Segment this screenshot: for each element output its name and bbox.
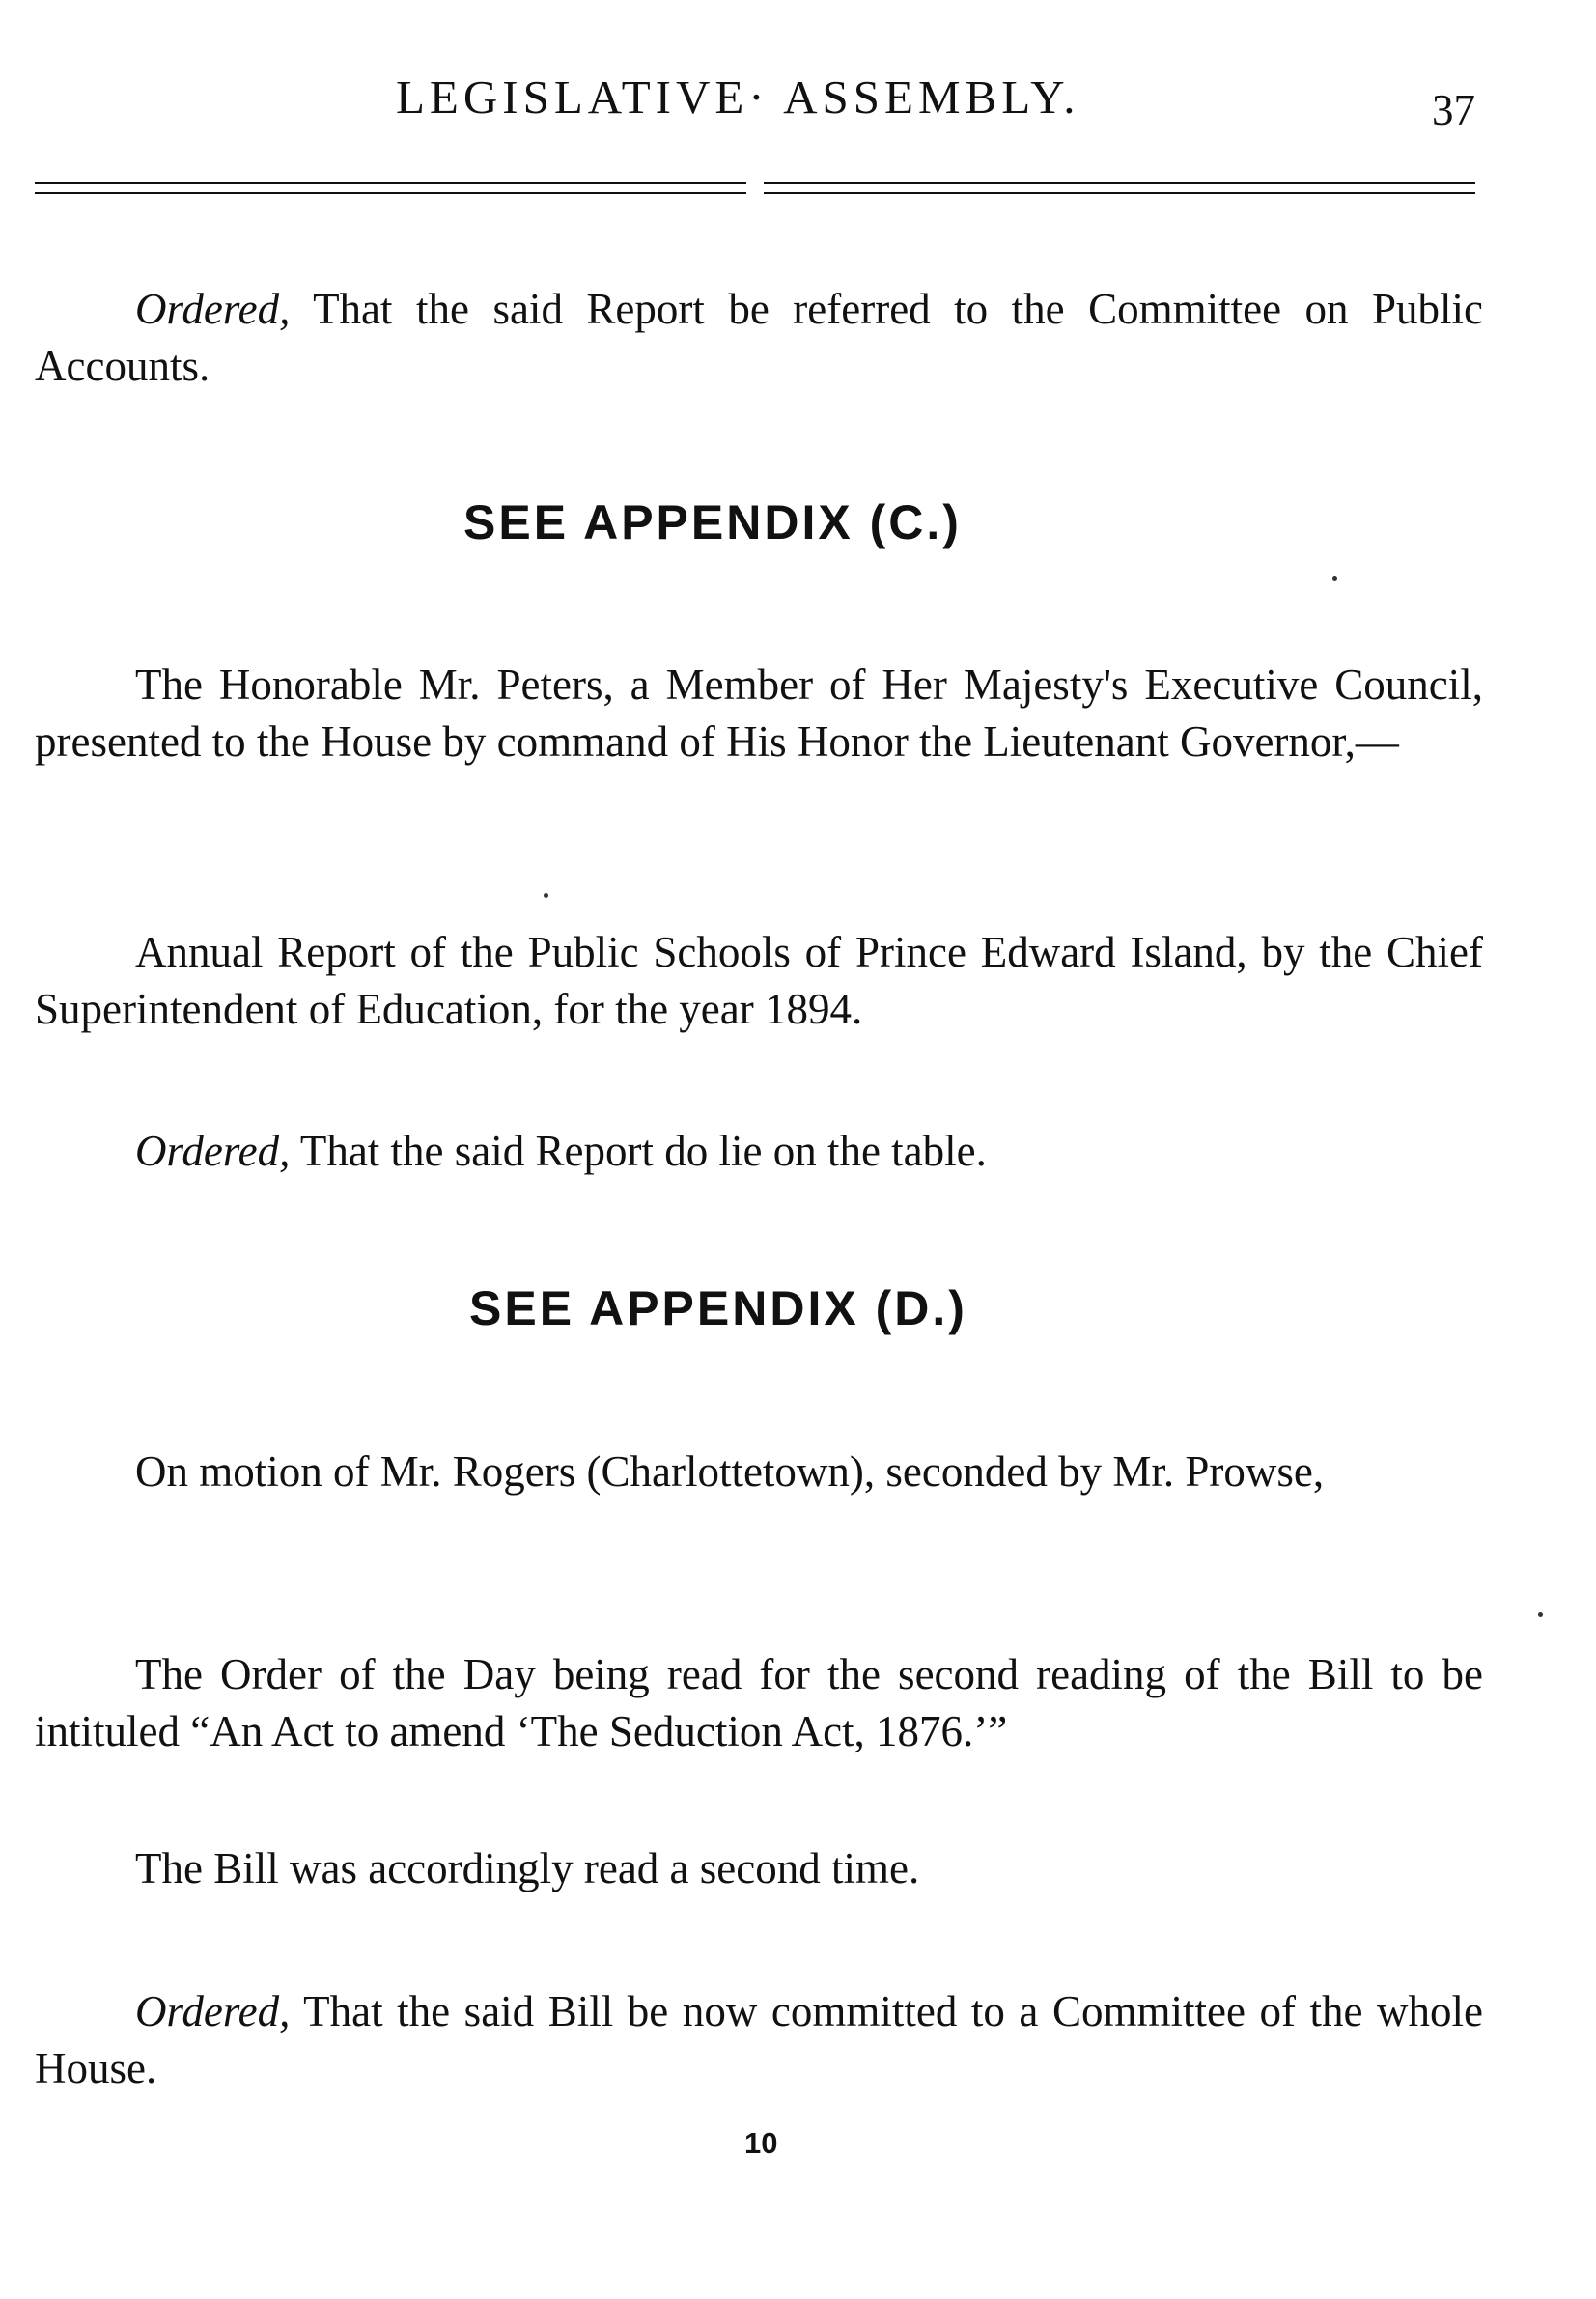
appendix-d-heading: SEE APPENDIX (D.) <box>469 1281 967 1335</box>
report-table-paragraph <box>35 1123 1483 1180</box>
appendix-c-heading: SEE APPENDIX (C.) <box>463 495 962 549</box>
second-reading-paragraph: The Bill was accordingly read a second time. <box>135 1844 920 1892</box>
schools-report-paragraph: Annual Report of the Public Schools of Prince Edward Island, by the Chief Superintendent of Education, for the year 1894. <box>35 928 1483 1033</box>
ordered-label: Ordered, <box>135 1987 291 2035</box>
motion-paragraph: On motion of Mr. Rogers (Charlottetown), seconded by Mr. Prowse, <box>135 1447 1325 1496</box>
page-number: 37 <box>1432 86 1475 134</box>
report-referral-paragraph <box>35 281 1483 395</box>
ordered-label: Ordered, <box>135 285 291 333</box>
page-header-title: LEGISLATIVE· ASSEMBLY. <box>396 70 1080 124</box>
order-of-day-paragraph: The Order of the Day being read for the second reading of the Bill to be intituled “An Act to amend ‘The Seduction Act, 1876.’” <box>35 1650 1483 1755</box>
signature-mark: 10 <box>744 2126 778 2160</box>
ink-speck <box>1538 1612 1543 1617</box>
peters-presentation-paragraph: The Honorable Mr. Peters, a Member of Her Majesty's Executive Council, presented to the House by command of His Honor the Lieutenant Governor,— <box>35 660 1483 766</box>
header-rule-break <box>746 178 764 199</box>
ordered-label: Ordered, <box>135 1127 291 1175</box>
committee-paragraph <box>35 1983 1483 2097</box>
report-referral-text: That the said Report be referred to the Committee on Public Accounts. <box>35 285 1483 390</box>
committee-text: That the said Bill be now committed to a Committee of the whole House. <box>35 1987 1484 2092</box>
ink-speck <box>1332 576 1337 581</box>
report-table-text: That the said Report do lie on the table. <box>299 1127 987 1175</box>
ink-speck <box>544 893 548 898</box>
